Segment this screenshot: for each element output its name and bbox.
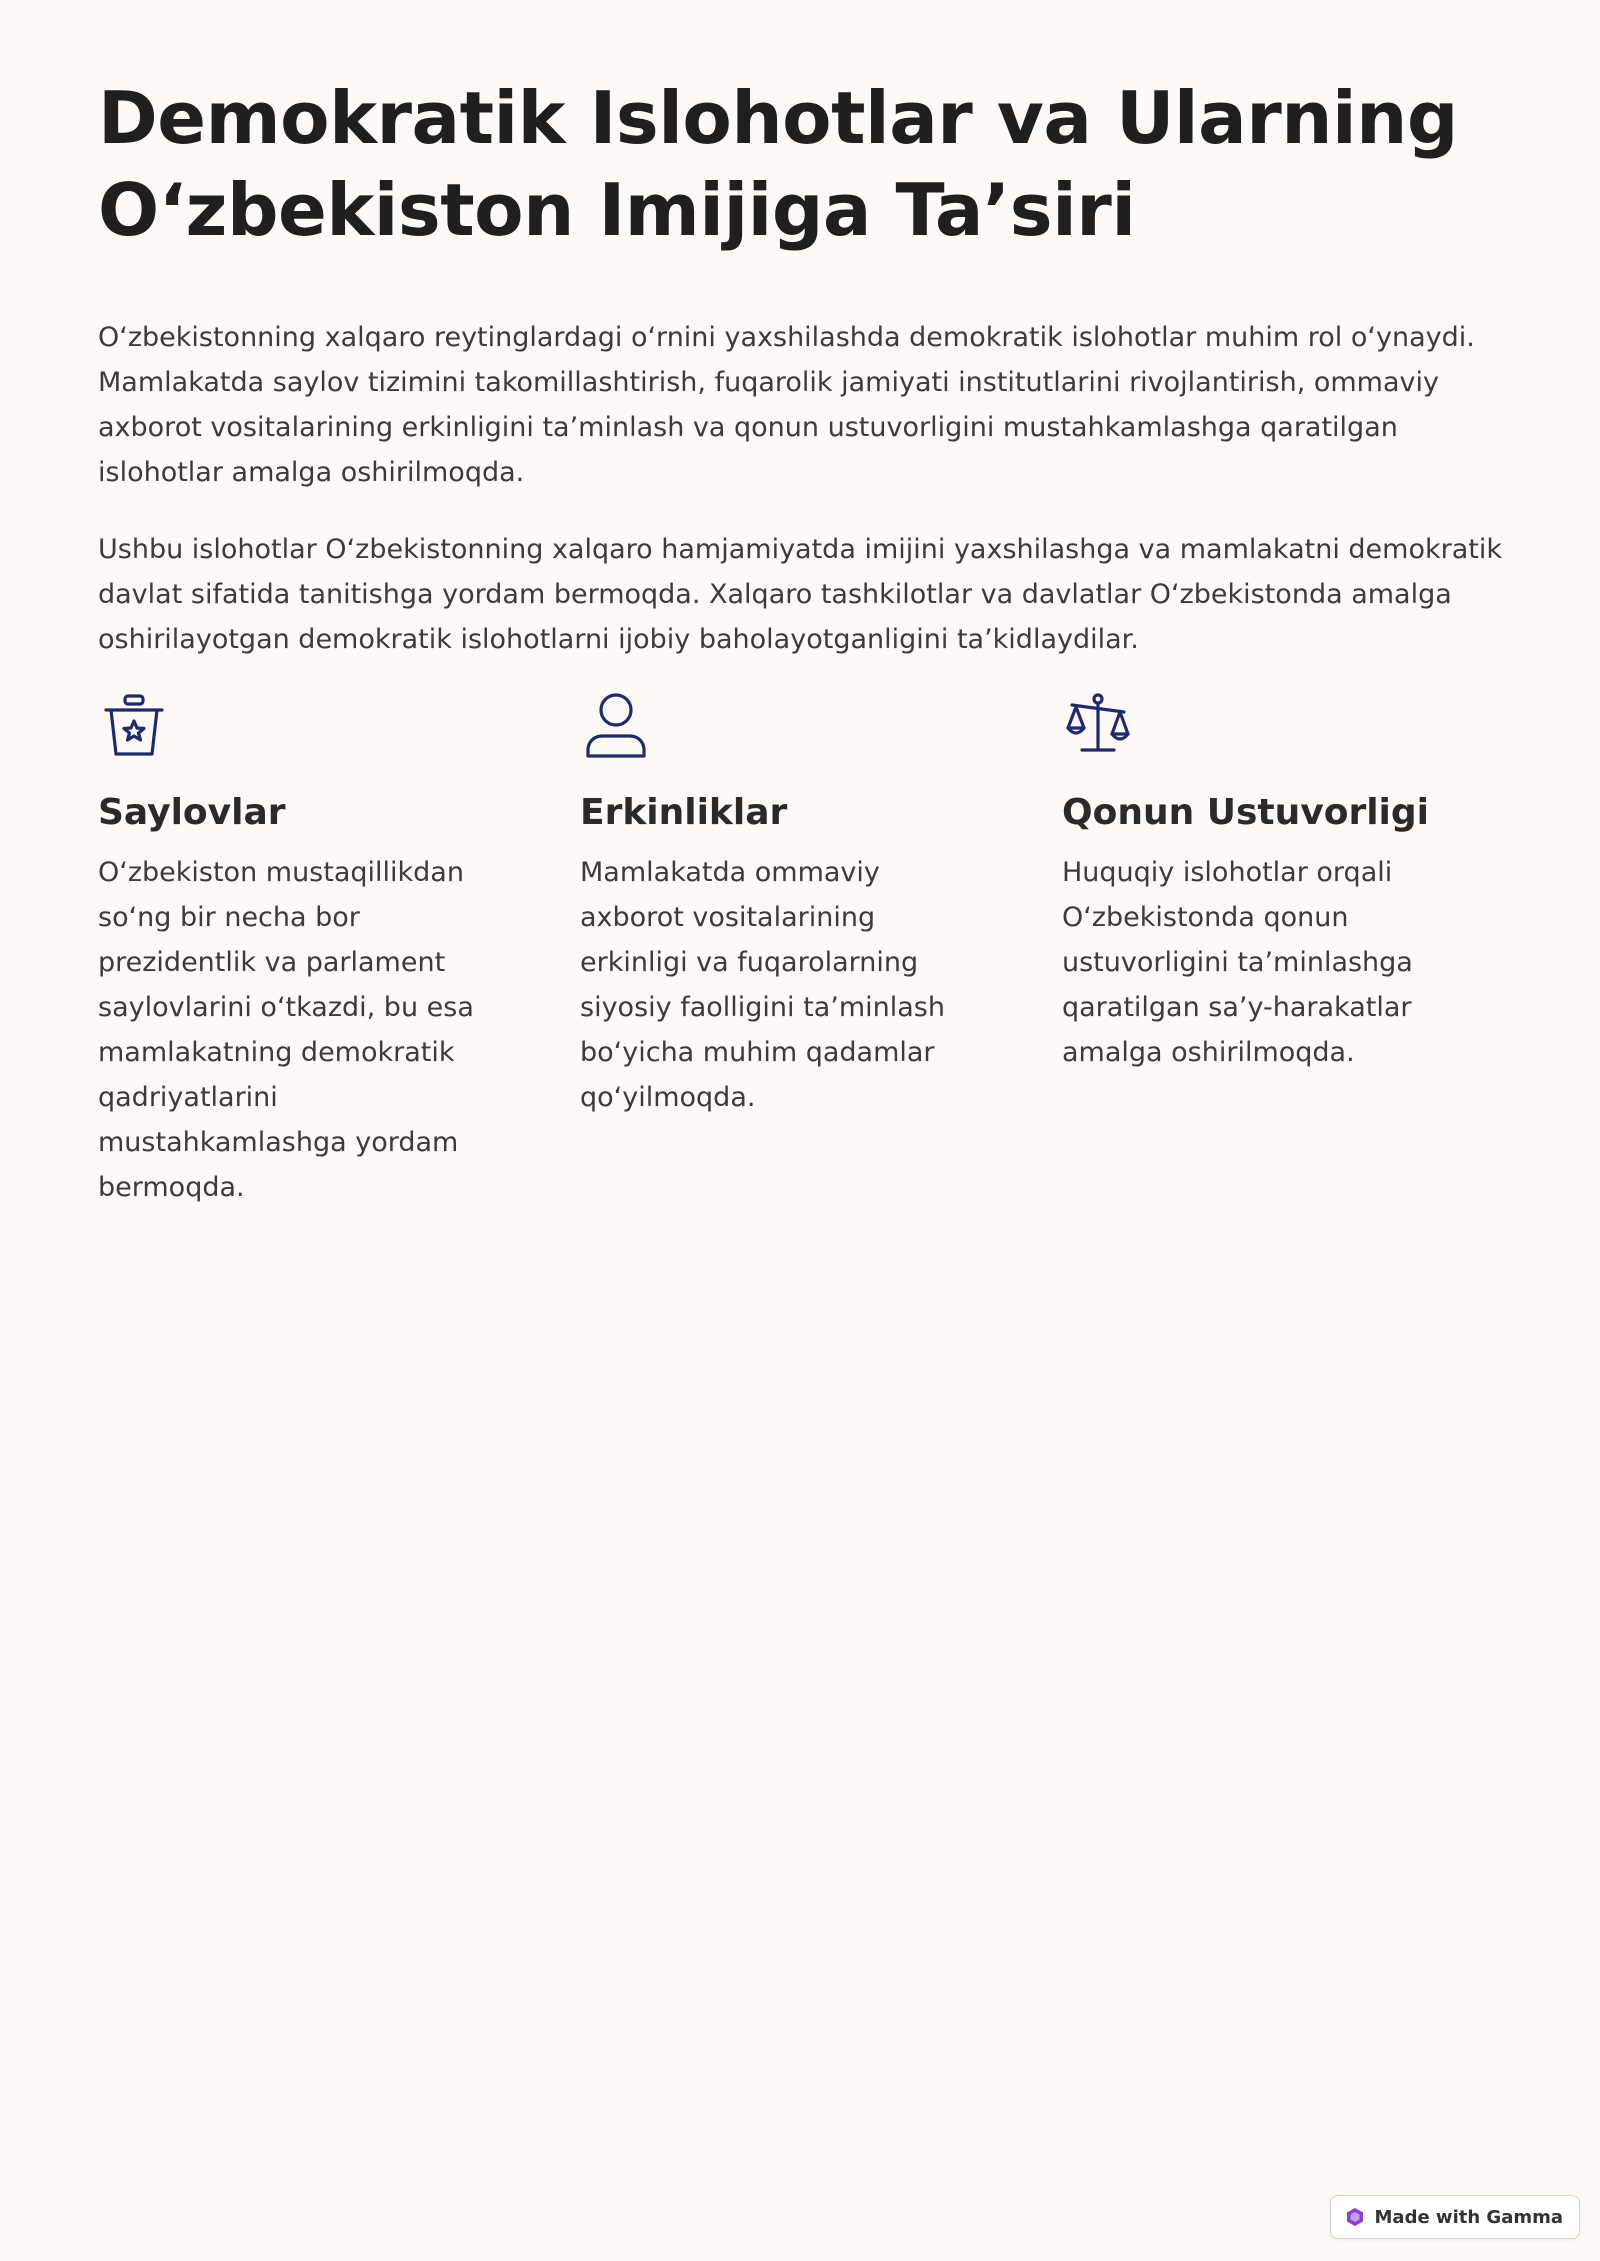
gamma-logo-icon <box>1345 2207 1365 2227</box>
person-icon <box>580 690 652 762</box>
feature-card-erkinliklar <box>580 690 980 1210</box>
scales-icon <box>1062 690 1134 762</box>
feature-card-saylovlar <box>98 690 498 1210</box>
intro-paragraph-2: Ushbu islohotlar O‘zbekistonning xalqaro hamjamiyatda imijini yaxshilashga va mamlakatni demokratik davlat sifatida tanitishga yordam bermoqda. Xalqaro tashkilotlar va davlatlar O‘zbekistonda amalga oshirilayotgan demokratik islohotlarni ijobiy baholayotganligini ta’kidlaydilar. <box>98 534 1502 655</box>
made-with-gamma-badge[interactable] <box>1330 2195 1580 2239</box>
feature-description: Huquqiy islohotlar orqali O‘zbekistonda qonun ustuvorligini ta’minlashga qaratilgan sa’y-harakatlar amalga oshirilmoqda. <box>1062 857 1413 1068</box>
feature-description: Mamlakatda ommaviy axborot vositalarining erkinligi va fuqarolarning siyosiy faolligini ta’minlash bo‘yicha muhim qadamlar qo‘yilmoqda. <box>580 857 945 1113</box>
intro-paragraph-1: O‘zbekistonning xalqaro reytinglardagi o‘rnini yaxshilashda demokratik islohotlar muhim rol o‘ynaydi. Mamlakatda saylov tizimini takomillashtirish, fuqarolik jamiyati institutlarini rivojlantirish, ommaviy axborot vositalarining erkinligini ta’minlash va qonun ustuvorligini mustahkamlashga qaratilgan islohotlar amalga oshirilmoqda. <box>98 322 1475 488</box>
page-title: Demokratik Islohotlar va Ularning O‘zbekiston Imijiga Ta’siri <box>98 76 1458 252</box>
feature-title: Erkinliklar <box>580 792 788 833</box>
feature-card-qonun-ustuvorligi <box>1062 690 1462 1210</box>
badge-label: Made with Gamma <box>1374 2206 1563 2228</box>
feature-title: Saylovlar <box>98 792 286 833</box>
feature-title: Qonun Ustuvorligi <box>1062 792 1429 833</box>
feature-description: O‘zbekiston mustaqillikdan so‘ng bir necha bor prezidentlik va parlament saylovlarini o‘tkazdi, bu esa mamlakatning demokratik qadriyatlarini mustahkamlashga yordam bermoqda. <box>98 857 474 1203</box>
ballot-box-icon <box>98 690 170 762</box>
features-section <box>98 690 1518 1210</box>
